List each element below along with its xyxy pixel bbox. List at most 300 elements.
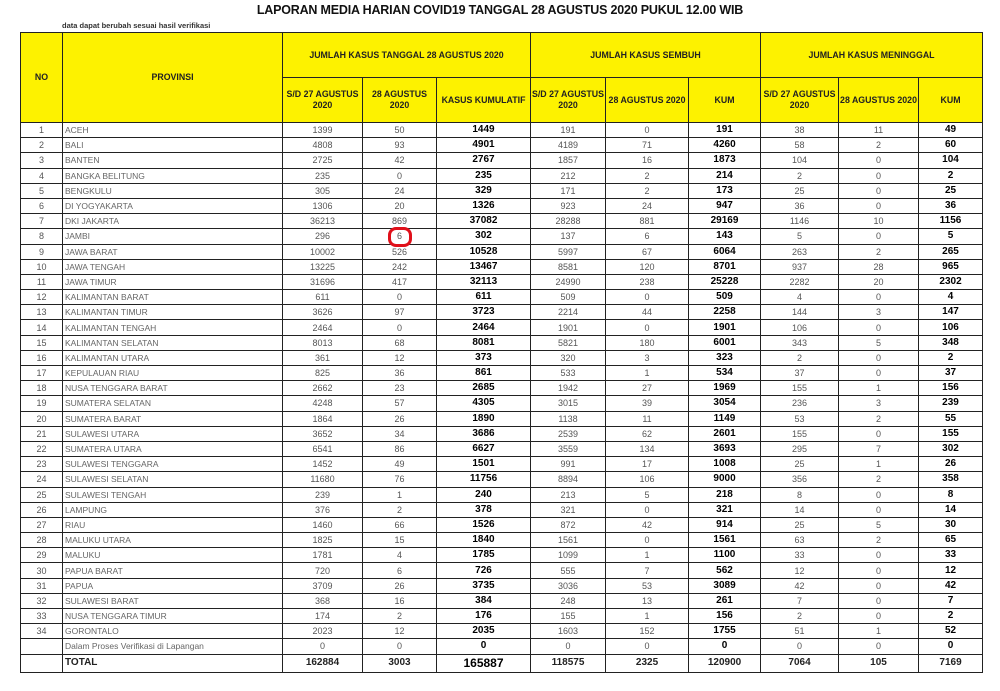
header-group-meninggal: JUMLAH KASUS MENINGGAL bbox=[761, 33, 983, 78]
cell-kasus-sd27: 162884 bbox=[283, 654, 363, 672]
cell-kasus-kumulatif: 3723 bbox=[437, 305, 531, 320]
cell-sembuh-sd27: 28288 bbox=[531, 214, 606, 229]
cell-provinsi: KALIMANTAN TENGAH bbox=[63, 320, 283, 335]
cell-sembuh-sd27: 24990 bbox=[531, 274, 606, 289]
cell-kasus-28: 16 bbox=[363, 593, 437, 608]
cell-sembuh-28: 180 bbox=[606, 335, 689, 350]
cell-meninggal-kum: 265 bbox=[919, 244, 983, 259]
cell-sembuh-28: 67 bbox=[606, 244, 689, 259]
cell-provinsi: Dalam Proses Verifikasi di Lapangan bbox=[63, 639, 283, 654]
cell-no: 25 bbox=[21, 487, 63, 502]
cell-sembuh-sd27: 2214 bbox=[531, 305, 606, 320]
cell-sembuh-kum: 534 bbox=[689, 366, 761, 381]
cell-meninggal-sd27: 63 bbox=[761, 533, 839, 548]
cell-sembuh-28: 53 bbox=[606, 578, 689, 593]
cell-sembuh-kum: 1755 bbox=[689, 624, 761, 639]
cell-sembuh-sd27: 872 bbox=[531, 517, 606, 532]
cell-meninggal-28: 10 bbox=[839, 214, 919, 229]
cell-provinsi: PAPUA bbox=[63, 578, 283, 593]
cell-meninggal-28: 1 bbox=[839, 381, 919, 396]
cell-provinsi: MALUKU UTARA bbox=[63, 533, 283, 548]
header-kasus-sd27: S/D 27 AGUSTUS 2020 bbox=[283, 78, 363, 123]
cell-meninggal-kum: 8 bbox=[919, 487, 983, 502]
cell-sembuh-28: 1 bbox=[606, 366, 689, 381]
cell-kasus-sd27: 1399 bbox=[283, 123, 363, 138]
cell-kasus-28: 0 bbox=[363, 290, 437, 305]
cell-meninggal-kum: 12 bbox=[919, 563, 983, 578]
report-title: LAPORAN MEDIA HARIAN COVID19 TANGGAL 28 AGUSTUS 2020 PUKUL 12.00 WIB bbox=[256, 3, 744, 17]
cell-meninggal-kum: 156 bbox=[919, 381, 983, 396]
cell-meninggal-28: 11 bbox=[839, 123, 919, 138]
table-row bbox=[21, 502, 983, 517]
cell-meninggal-28: 0 bbox=[839, 350, 919, 365]
cell-no: 13 bbox=[21, 305, 63, 320]
cell-sembuh-sd27: 137 bbox=[531, 229, 606, 244]
cell-meninggal-sd27: 0 bbox=[761, 639, 839, 654]
table-row bbox=[21, 183, 983, 198]
cell-meninggal-kum: 30 bbox=[919, 517, 983, 532]
cell-provinsi: SUMATERA SELATAN bbox=[63, 396, 283, 411]
cell-kasus-sd27: 305 bbox=[283, 183, 363, 198]
cell-sembuh-kum: 173 bbox=[689, 183, 761, 198]
cell-kasus-28: 93 bbox=[363, 138, 437, 153]
cell-kasus-sd27: 611 bbox=[283, 290, 363, 305]
cell-sembuh-28: 134 bbox=[606, 441, 689, 456]
table-row bbox=[21, 335, 983, 350]
cell-meninggal-28: 0 bbox=[839, 502, 919, 517]
cell-kasus-sd27: 10002 bbox=[283, 244, 363, 259]
cell-sembuh-sd27: 212 bbox=[531, 168, 606, 183]
cell-no: 24 bbox=[21, 472, 63, 487]
cell-kasus-kumulatif: 0 bbox=[437, 639, 531, 654]
cell-meninggal-28: 0 bbox=[839, 426, 919, 441]
cell-sembuh-kum: 261 bbox=[689, 593, 761, 608]
cell-sembuh-28: 0 bbox=[606, 123, 689, 138]
cell-no: 16 bbox=[21, 350, 63, 365]
cell-meninggal-28: 1 bbox=[839, 457, 919, 472]
cell-sembuh-28: 0 bbox=[606, 320, 689, 335]
cell-no: 5 bbox=[21, 183, 63, 198]
cell-sembuh-28: 5 bbox=[606, 487, 689, 502]
cell-kasus-28: 57 bbox=[363, 396, 437, 411]
cell-sembuh-28: 27 bbox=[606, 381, 689, 396]
cell-kasus-sd27: 825 bbox=[283, 366, 363, 381]
cell-kasus-kumulatif: 2464 bbox=[437, 320, 531, 335]
cell-sembuh-sd27: 923 bbox=[531, 198, 606, 213]
cell-sembuh-sd27: 1603 bbox=[531, 624, 606, 639]
cell-kasus-sd27: 174 bbox=[283, 609, 363, 624]
cell-kasus-sd27: 4248 bbox=[283, 396, 363, 411]
cell-meninggal-sd27: 42 bbox=[761, 578, 839, 593]
cell-sembuh-kum: 25228 bbox=[689, 274, 761, 289]
cell-provinsi: SULAWESI TENGAH bbox=[63, 487, 283, 502]
cell-meninggal-kum: 7169 bbox=[919, 654, 983, 672]
cell-kasus-sd27: 4808 bbox=[283, 138, 363, 153]
cell-sembuh-28: 42 bbox=[606, 517, 689, 532]
cell-meninggal-28: 0 bbox=[839, 487, 919, 502]
cell-sembuh-kum: 2601 bbox=[689, 426, 761, 441]
cell-no: 14 bbox=[21, 320, 63, 335]
table-row bbox=[21, 259, 983, 274]
cell-meninggal-sd27: 33 bbox=[761, 548, 839, 563]
cell-meninggal-kum: 14 bbox=[919, 502, 983, 517]
cell-meninggal-28: 7 bbox=[839, 441, 919, 456]
cell-meninggal-28: 0 bbox=[839, 639, 919, 654]
cell-kasus-28: 68 bbox=[363, 335, 437, 350]
cell-kasus-28: 36 bbox=[363, 366, 437, 381]
cell-sembuh-sd27: 5997 bbox=[531, 244, 606, 259]
cell-sembuh-28: 3 bbox=[606, 350, 689, 365]
cell-kasus-kumulatif: 235 bbox=[437, 168, 531, 183]
cell-meninggal-kum: 42 bbox=[919, 578, 983, 593]
cell-meninggal-kum: 60 bbox=[919, 138, 983, 153]
cell-sembuh-sd27: 191 bbox=[531, 123, 606, 138]
table-row bbox=[21, 593, 983, 608]
cell-sembuh-kum: 214 bbox=[689, 168, 761, 183]
cell-sembuh-kum: 3693 bbox=[689, 441, 761, 456]
cell-meninggal-28: 1 bbox=[839, 624, 919, 639]
cell-meninggal-kum: 2 bbox=[919, 609, 983, 624]
cell-meninggal-sd27: 25 bbox=[761, 457, 839, 472]
cell-no: 4 bbox=[21, 168, 63, 183]
cell-sembuh-sd27: 1857 bbox=[531, 153, 606, 168]
cell-kasus-kumulatif: 176 bbox=[437, 609, 531, 624]
table-row bbox=[21, 320, 983, 335]
cell-kasus-sd27: 2023 bbox=[283, 624, 363, 639]
cell-sembuh-kum: 191 bbox=[689, 123, 761, 138]
cell-meninggal-kum: 36 bbox=[919, 198, 983, 213]
cell-kasus-kumulatif: 3686 bbox=[437, 426, 531, 441]
cell-no: 20 bbox=[21, 411, 63, 426]
cell-sembuh-kum: 1969 bbox=[689, 381, 761, 396]
cell-meninggal-kum: 5 bbox=[919, 229, 983, 244]
cell-kasus-28: 0 bbox=[363, 320, 437, 335]
cell-meninggal-28: 5 bbox=[839, 335, 919, 350]
cell-sembuh-kum: 1100 bbox=[689, 548, 761, 563]
cell-meninggal-sd27: 7064 bbox=[761, 654, 839, 672]
table-row bbox=[21, 198, 983, 213]
cell-kasus-28: 6 bbox=[363, 229, 437, 244]
cell-sembuh-kum: 8701 bbox=[689, 259, 761, 274]
cell-sembuh-28: 238 bbox=[606, 274, 689, 289]
cell-kasus-sd27: 13225 bbox=[283, 259, 363, 274]
table-row bbox=[21, 366, 983, 381]
cell-kasus-kumulatif: 13467 bbox=[437, 259, 531, 274]
cell-sembuh-kum: 509 bbox=[689, 290, 761, 305]
cell-meninggal-28: 2 bbox=[839, 533, 919, 548]
cell-no: 27 bbox=[21, 517, 63, 532]
cell-sembuh-sd27: 248 bbox=[531, 593, 606, 608]
cell-kasus-sd27: 2725 bbox=[283, 153, 363, 168]
cell-provinsi: MALUKU bbox=[63, 548, 283, 563]
cell-meninggal-28: 5 bbox=[839, 517, 919, 532]
cell-provinsi: BENGKULU bbox=[63, 183, 283, 198]
cell-kasus-kumulatif: 1526 bbox=[437, 517, 531, 532]
cell-meninggal-kum: 0 bbox=[919, 639, 983, 654]
cell-sembuh-sd27: 320 bbox=[531, 350, 606, 365]
cell-sembuh-kum: 143 bbox=[689, 229, 761, 244]
cell-provinsi: LAMPUNG bbox=[63, 502, 283, 517]
cell-meninggal-kum: 25 bbox=[919, 183, 983, 198]
table-row bbox=[21, 609, 983, 624]
cell-kasus-kumulatif: 2685 bbox=[437, 381, 531, 396]
header-no: NO bbox=[21, 33, 63, 123]
cell-meninggal-28: 0 bbox=[839, 229, 919, 244]
cell-sembuh-28: 1 bbox=[606, 609, 689, 624]
cell-no: 1 bbox=[21, 123, 63, 138]
header-sembuh-28: 28 AGUSTUS 2020 bbox=[606, 78, 689, 123]
cell-kasus-sd27: 8013 bbox=[283, 335, 363, 350]
cell-no: 30 bbox=[21, 563, 63, 578]
cell-meninggal-28: 0 bbox=[839, 198, 919, 213]
cell-kasus-28: 2 bbox=[363, 609, 437, 624]
covid-report-table bbox=[20, 32, 983, 673]
cell-meninggal-kum: 2302 bbox=[919, 274, 983, 289]
cell-sembuh-28: 152 bbox=[606, 624, 689, 639]
cell-meninggal-kum: 239 bbox=[919, 396, 983, 411]
cell-meninggal-sd27: 12 bbox=[761, 563, 839, 578]
cell-meninggal-sd27: 2 bbox=[761, 609, 839, 624]
cell-kasus-kumulatif: 37082 bbox=[437, 214, 531, 229]
cell-sembuh-sd27: 8894 bbox=[531, 472, 606, 487]
cell-provinsi: JAWA BARAT bbox=[63, 244, 283, 259]
cell-sembuh-kum: 1149 bbox=[689, 411, 761, 426]
cell-sembuh-28: 17 bbox=[606, 457, 689, 472]
cell-sembuh-28: 2325 bbox=[606, 654, 689, 672]
cell-kasus-kumulatif: 165887 bbox=[437, 654, 531, 672]
cell-sembuh-kum: 218 bbox=[689, 487, 761, 502]
cell-no: 8 bbox=[21, 229, 63, 244]
cell-kasus-sd27: 0 bbox=[283, 639, 363, 654]
cell-sembuh-kum: 3089 bbox=[689, 578, 761, 593]
cell-meninggal-sd27: 104 bbox=[761, 153, 839, 168]
cell-sembuh-kum: 562 bbox=[689, 563, 761, 578]
table-row bbox=[21, 533, 983, 548]
cell-kasus-sd27: 11680 bbox=[283, 472, 363, 487]
cell-sembuh-kum: 1873 bbox=[689, 153, 761, 168]
cell-sembuh-kum: 2258 bbox=[689, 305, 761, 320]
cell-no: 28 bbox=[21, 533, 63, 548]
cell-kasus-kumulatif: 240 bbox=[437, 487, 531, 502]
cell-sembuh-28: 44 bbox=[606, 305, 689, 320]
cell-no: 21 bbox=[21, 426, 63, 441]
cell-kasus-sd27: 31696 bbox=[283, 274, 363, 289]
cell-meninggal-kum: 2 bbox=[919, 168, 983, 183]
cell-meninggal-28: 0 bbox=[839, 366, 919, 381]
cell-no bbox=[21, 654, 63, 672]
cell-meninggal-28: 28 bbox=[839, 259, 919, 274]
cell-sembuh-kum: 9000 bbox=[689, 472, 761, 487]
cell-provinsi: NUSA TENGGARA BARAT bbox=[63, 381, 283, 396]
cell-sembuh-28: 13 bbox=[606, 593, 689, 608]
cell-sembuh-sd27: 171 bbox=[531, 183, 606, 198]
cell-meninggal-sd27: 25 bbox=[761, 183, 839, 198]
cell-sembuh-28: 106 bbox=[606, 472, 689, 487]
cell-kasus-28: 12 bbox=[363, 350, 437, 365]
table-row bbox=[21, 229, 983, 244]
cell-meninggal-sd27: 5 bbox=[761, 229, 839, 244]
header-kasus-28: 28 AGUSTUS 2020 bbox=[363, 78, 437, 123]
cell-no: 32 bbox=[21, 593, 63, 608]
cell-no: 29 bbox=[21, 548, 63, 563]
cell-kasus-28: 6 bbox=[363, 563, 437, 578]
cell-meninggal-sd27: 1146 bbox=[761, 214, 839, 229]
cell-sembuh-sd27: 4189 bbox=[531, 138, 606, 153]
table-row bbox=[21, 350, 983, 365]
cell-kasus-kumulatif: 861 bbox=[437, 366, 531, 381]
cell-no: 3 bbox=[21, 153, 63, 168]
table-row bbox=[21, 426, 983, 441]
cell-provinsi: BANTEN bbox=[63, 153, 283, 168]
cell-sembuh-sd27: 3036 bbox=[531, 578, 606, 593]
cell-sembuh-sd27: 533 bbox=[531, 366, 606, 381]
cell-sembuh-sd27: 1561 bbox=[531, 533, 606, 548]
cell-sembuh-sd27: 1138 bbox=[531, 411, 606, 426]
cell-meninggal-sd27: 2 bbox=[761, 168, 839, 183]
cell-sembuh-kum: 156 bbox=[689, 609, 761, 624]
cell-meninggal-28: 0 bbox=[839, 153, 919, 168]
cell-provinsi: RIAU bbox=[63, 517, 283, 532]
cell-kasus-sd27: 720 bbox=[283, 563, 363, 578]
cell-meninggal-sd27: 106 bbox=[761, 320, 839, 335]
cell-kasus-28: 66 bbox=[363, 517, 437, 532]
cell-kasus-28: 869 bbox=[363, 214, 437, 229]
cell-no: 7 bbox=[21, 214, 63, 229]
cell-meninggal-kum: 348 bbox=[919, 335, 983, 350]
cell-meninggal-sd27: 8 bbox=[761, 487, 839, 502]
cell-meninggal-28: 0 bbox=[839, 593, 919, 608]
header-provinsi: PROVINSI bbox=[63, 33, 283, 123]
cell-sembuh-28: 120 bbox=[606, 259, 689, 274]
table-row bbox=[21, 624, 983, 639]
cell-sembuh-sd27: 155 bbox=[531, 609, 606, 624]
table-row bbox=[21, 244, 983, 259]
table-row bbox=[21, 411, 983, 426]
table-row bbox=[21, 305, 983, 320]
cell-sembuh-sd27: 2539 bbox=[531, 426, 606, 441]
table-row bbox=[21, 517, 983, 532]
cell-provinsi: DKI JAKARTA bbox=[63, 214, 283, 229]
cell-sembuh-kum: 323 bbox=[689, 350, 761, 365]
cell-meninggal-sd27: 155 bbox=[761, 426, 839, 441]
cell-kasus-28: 76 bbox=[363, 472, 437, 487]
cell-no: 31 bbox=[21, 578, 63, 593]
cell-sembuh-28: 2 bbox=[606, 183, 689, 198]
cell-kasus-28: 24 bbox=[363, 183, 437, 198]
cell-kasus-28: 526 bbox=[363, 244, 437, 259]
table-row bbox=[21, 214, 983, 229]
table-row bbox=[21, 123, 983, 138]
cell-meninggal-kum: 965 bbox=[919, 259, 983, 274]
cell-kasus-kumulatif: 4901 bbox=[437, 138, 531, 153]
header-group-kasus: JUMLAH KASUS TANGGAL 28 AGUSTUS 2020 bbox=[283, 33, 531, 78]
cell-sembuh-sd27: 3559 bbox=[531, 441, 606, 456]
cell-kasus-kumulatif: 1890 bbox=[437, 411, 531, 426]
cell-meninggal-28: 0 bbox=[839, 290, 919, 305]
cell-no: 12 bbox=[21, 290, 63, 305]
cell-no: 33 bbox=[21, 609, 63, 624]
cell-meninggal-kum: 147 bbox=[919, 305, 983, 320]
cell-kasus-kumulatif: 384 bbox=[437, 593, 531, 608]
cell-sembuh-sd27: 118575 bbox=[531, 654, 606, 672]
cell-kasus-28: 26 bbox=[363, 578, 437, 593]
cell-kasus-28: 0 bbox=[363, 639, 437, 654]
table-row bbox=[21, 153, 983, 168]
cell-kasus-28: 34 bbox=[363, 426, 437, 441]
cell-kasus-sd27: 6541 bbox=[283, 441, 363, 456]
cell-no bbox=[21, 639, 63, 654]
red-circle-annotation bbox=[388, 227, 412, 247]
table-row bbox=[21, 487, 983, 502]
cell-meninggal-28: 0 bbox=[839, 183, 919, 198]
cell-meninggal-kum: 65 bbox=[919, 533, 983, 548]
cell-no: 34 bbox=[21, 624, 63, 639]
table-row bbox=[21, 396, 983, 411]
cell-sembuh-28: 16 bbox=[606, 153, 689, 168]
cell-no: 26 bbox=[21, 502, 63, 517]
cell-sembuh-sd27: 0 bbox=[531, 639, 606, 654]
cell-kasus-kumulatif: 302 bbox=[437, 229, 531, 244]
cell-provinsi: TOTAL bbox=[63, 654, 283, 672]
cell-meninggal-sd27: 58 bbox=[761, 138, 839, 153]
cell-kasus-28: 12 bbox=[363, 624, 437, 639]
cell-kasus-sd27: 296 bbox=[283, 229, 363, 244]
table-row bbox=[21, 168, 983, 183]
cell-meninggal-28: 2 bbox=[839, 411, 919, 426]
header-meninggal-sd27: S/D 27 AGUSTUS 2020 bbox=[761, 78, 839, 123]
cell-meninggal-28: 0 bbox=[839, 548, 919, 563]
total-row bbox=[21, 654, 983, 672]
cell-meninggal-kum: 302 bbox=[919, 441, 983, 456]
cell-meninggal-28: 2 bbox=[839, 472, 919, 487]
cell-sembuh-sd27: 991 bbox=[531, 457, 606, 472]
cell-provinsi: SULAWESI UTARA bbox=[63, 426, 283, 441]
header-meninggal-kum: KUM bbox=[919, 78, 983, 123]
cell-no: 6 bbox=[21, 198, 63, 213]
cell-provinsi: KALIMANTAN SELATAN bbox=[63, 335, 283, 350]
cell-meninggal-28: 20 bbox=[839, 274, 919, 289]
cell-provinsi: JAWA TENGAH bbox=[63, 259, 283, 274]
cell-kasus-sd27: 239 bbox=[283, 487, 363, 502]
header-meninggal-28: 28 AGUSTUS 2020 bbox=[839, 78, 919, 123]
cell-sembuh-sd27: 555 bbox=[531, 563, 606, 578]
cell-meninggal-sd27: 4 bbox=[761, 290, 839, 305]
cell-meninggal-sd27: 25 bbox=[761, 517, 839, 532]
cell-sembuh-sd27: 509 bbox=[531, 290, 606, 305]
cell-sembuh-kum: 3054 bbox=[689, 396, 761, 411]
cell-meninggal-kum: 358 bbox=[919, 472, 983, 487]
cell-provinsi: KALIMANTAN UTARA bbox=[63, 350, 283, 365]
cell-meninggal-kum: 1156 bbox=[919, 214, 983, 229]
cell-provinsi: GORONTALO bbox=[63, 624, 283, 639]
cell-meninggal-kum: 26 bbox=[919, 457, 983, 472]
cell-kasus-kumulatif: 1501 bbox=[437, 457, 531, 472]
cell-provinsi: SUMATERA BARAT bbox=[63, 411, 283, 426]
table-row bbox=[21, 290, 983, 305]
cell-kasus-sd27: 1825 bbox=[283, 533, 363, 548]
cell-kasus-kumulatif: 329 bbox=[437, 183, 531, 198]
cell-meninggal-kum: 7 bbox=[919, 593, 983, 608]
table-row bbox=[21, 578, 983, 593]
cell-kasus-28: 15 bbox=[363, 533, 437, 548]
cell-sembuh-28: 6 bbox=[606, 229, 689, 244]
cell-sembuh-sd27: 321 bbox=[531, 502, 606, 517]
cell-sembuh-28: 39 bbox=[606, 396, 689, 411]
cell-kasus-kumulatif: 611 bbox=[437, 290, 531, 305]
cell-meninggal-sd27: 14 bbox=[761, 502, 839, 517]
cell-no: 15 bbox=[21, 335, 63, 350]
cell-kasus-kumulatif: 6627 bbox=[437, 441, 531, 456]
